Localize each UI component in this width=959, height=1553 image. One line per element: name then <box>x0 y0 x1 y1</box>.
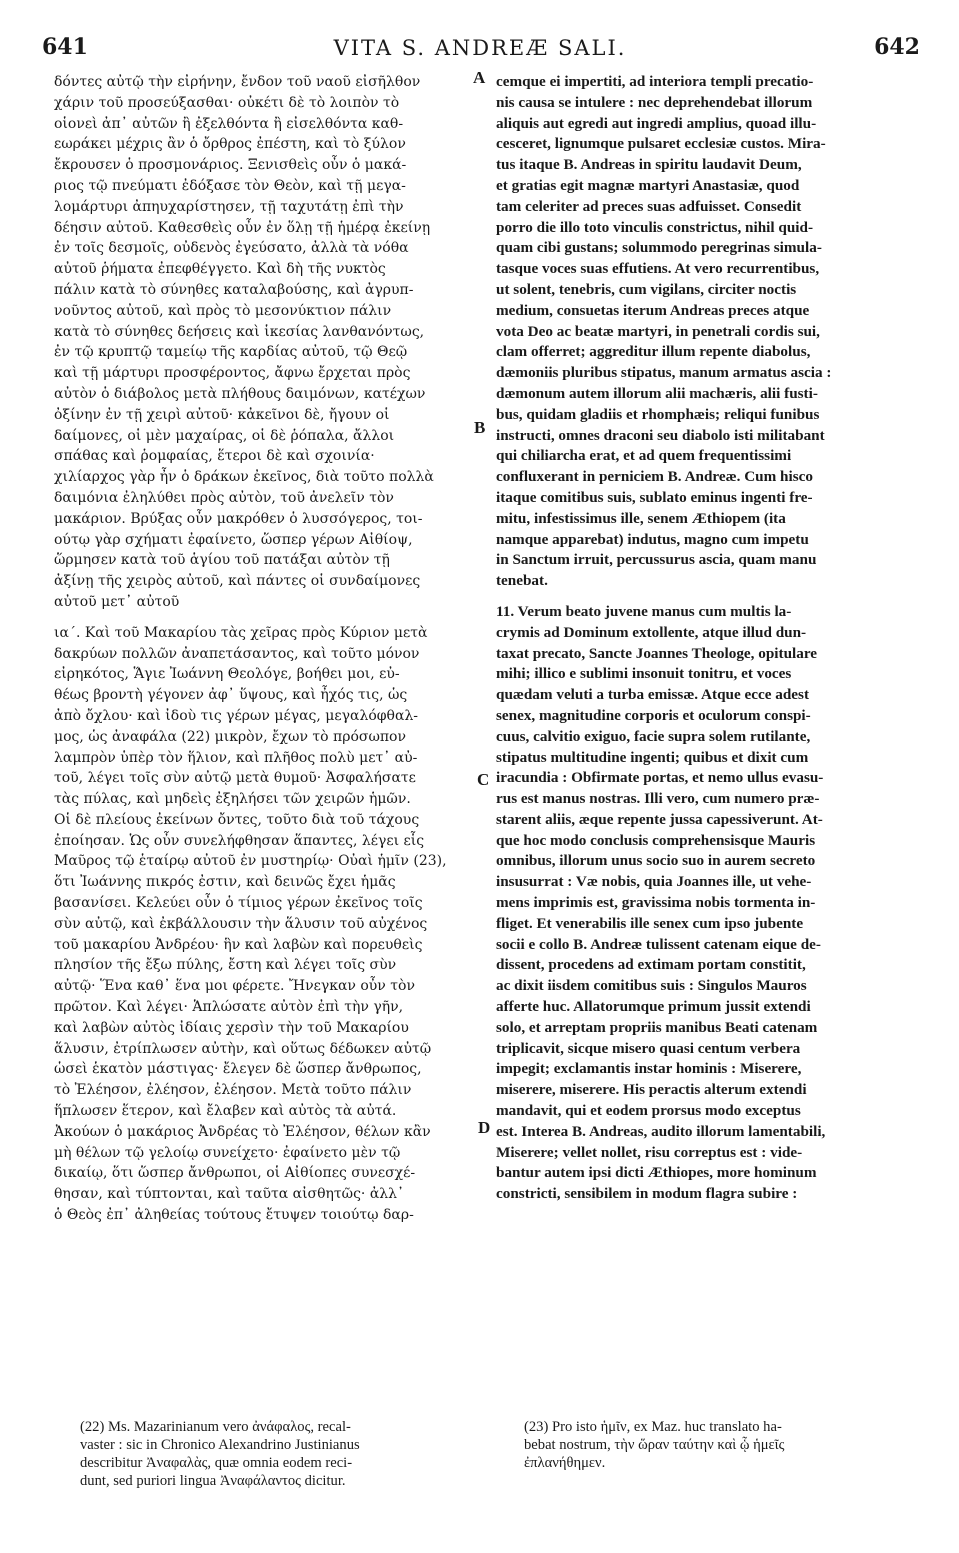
greek-text-line: πάλιν κατὰ τὸ σύνηθες καταλαβούσης, καὶ ἀγρυπ- <box>54 281 414 298</box>
greek-text-line: αὐτοῦ ῥήματα ἐπεφθέγγετο. Καὶ δὴ τῆς νυκτὸς <box>54 261 386 278</box>
latin-text-line: porro die illo toto vinculis constrictus, nihil quid- <box>496 218 814 236</box>
latin-text-line: et gratias egit magnæ martyri Anastasiæ, quod <box>496 176 800 194</box>
greek-text-line: Μαῦρος τῷ ἑταίρῳ αὐτοῦ ἐν μυστηρίῳ· Οὐαὶ ἡμῖν (23), <box>54 853 447 870</box>
greek-text-line: αὐτῷ· Ἕνα καθ᾽ ἕνα μοι φέρετε. Ἤνεγκαν οὖν τὸν <box>54 978 415 995</box>
greek-text-line: λομάρτυρι ἀπηυχαρίστησεν, τῇ ταχυτάτῃ ἐπὶ τὴν <box>54 198 404 215</box>
footnote-22 <box>80 1418 480 1490</box>
greek-text-column <box>54 72 484 1226</box>
greek-text-line: θησαν, καὶ τύπτονται, καὶ ταῦτα αἰσθητῶς· ἀλλ᾽ <box>54 1186 405 1203</box>
greek-text-line: σὺν αὐτῷ, καὶ ἐκβάλλουσιν τὴν ἅλυσιν τοῦ αὐχένος <box>54 915 428 932</box>
greek-text-line: λαμπρὸν ὑπὲρ τὸν ἥλιον, καὶ πλῆθος πολὺ μετ᾽ αὐ- <box>54 749 418 766</box>
latin-text-line: triplicavit, sicque misero quasi centum verbera <box>496 1039 801 1057</box>
greek-text-line: αὐτοῦ μετ᾽ αὐτοῦ <box>54 593 180 610</box>
latin-text-line: insusurrat : Væ nobis, quia Joannes ille, ut vehe- <box>496 873 812 891</box>
greek-text-line: εωράκει μέχρις ἂν ὁ ὄρθρος ἐπέστη, καὶ τὸ ξύλον <box>54 136 406 153</box>
margin-marker-c: C <box>477 770 490 789</box>
latin-text-line: est. Interea B. Andreas, audito illorum lamentabili, <box>496 1122 826 1140</box>
footnote-line: (23) Pro isto ἡμῖν, ex Maz. huc translato ha- <box>524 1419 782 1435</box>
latin-text-line: tam celeriter ad preces suas adfuisset. Consedit <box>496 197 802 215</box>
footnote-line: ἐπλανήθημεν. <box>524 1455 606 1471</box>
latin-text-line: vota Deo ac beatæ martyri, in penetrali cordis sui, <box>496 322 820 340</box>
latin-text-line: stipatus multitudine ingenti; quibus et dixit cum <box>496 748 809 766</box>
latin-text-line: que hoc modo conclusis comprehensisque Mauris <box>496 831 816 849</box>
greek-text-line: ὀξίνην ἐν τῇ χειρὶ αὐτοῦ· κἀκεῖνοι δὲ, ἤγουν οἱ <box>54 406 390 423</box>
latin-text-line: starent aliis, æque repente jussa capessiverunt. At- <box>496 810 823 828</box>
right-page-number: 642 <box>874 34 920 60</box>
greek-text-line: ἀπὸ ὄχλου· καὶ ἰδοὺ τις γέρων μέγας, μεγαλόφθαλ- <box>54 707 419 724</box>
greek-text-line: τοῦ μακαρίου Ἀνδρέου· ἣν καὶ λαβὼν καὶ πορευθεὶς <box>54 936 423 953</box>
greek-text-line: σπάθας καὶ ῥομφαίας, ἕτεροι δὲ καὶ σχοινία· <box>54 448 375 465</box>
greek-text-line: πλησίον τῆς ἔξω πύλης, ἔστη καὶ λέγει τοῖς σὺν <box>54 957 397 974</box>
latin-text-line: ut solent, tenebris, cum vigilans, circiter noctis <box>496 280 797 298</box>
latin-text-line: 11. Verum beato juvene manus cum multis la- <box>496 602 792 620</box>
latin-text-line: miserere, miserere. His peractis alterum extendi <box>496 1081 807 1099</box>
margin-marker-a: A <box>473 68 486 87</box>
running-title: VITA S. ANDREÆ SALI. <box>333 36 627 60</box>
latin-text-line: quam cibi gustans; solummodo peregrinas simula- <box>496 239 822 257</box>
latin-text-line: taxat precato, Sancte Joannes Theologe, opitulare <box>496 644 818 662</box>
greek-text-line: μακάριον. Βρύξας οὖν μακρόθεν ὁ λυσσόγερος, τοι- <box>54 510 423 527</box>
latin-text-line: cuus, calvitio exiguo, facie supra solem rutilante, <box>496 727 811 745</box>
greek-text-line: χιλίαρχος γὰρ ἦν ὁ δράκων ἐκεῖνος, διὰ τοῦτο πολλὰ <box>54 469 434 486</box>
latin-text-line: in Sanctum irruit, percussurus ascia, quam manu <box>496 551 817 569</box>
greek-text-line: βασανίσει. Κελεύει οὖν ὁ τίμιος γέρων ἐκεῖνος τοῖς <box>54 895 423 912</box>
latin-text-line: dæmoniis pluribus stipatus, manum armatus ascia : <box>496 364 832 382</box>
greek-text-line: δέησιν αὐτοῦ. Καθεσθεὶς οὖν ἐν ὅλῃ τῇ ἡμέρᾳ ἐκείνῃ <box>54 219 431 236</box>
greek-text-line: νοῦντος αὐτοῦ, καὶ πρὸς τὸ μεσονύκτιον πάλιν <box>54 302 392 319</box>
latin-text-line: crymis ad Dominum extollente, atque illud dun- <box>496 623 807 641</box>
left-page-number: 641 <box>42 34 88 60</box>
latin-text-line: mandavit, qui et eodem prorsus modo exceptus <box>496 1102 801 1120</box>
greek-text-line: κατὰ τὸ σύνηθες δεήσεις καὶ ἱκεσίας λανθανόντως, <box>54 323 425 340</box>
latin-text-line: tasque voces suas effutiens. At vero recurrentibus, <box>496 260 820 278</box>
latin-text-line: aliquis aut egredi aut ingredi amplius, quoad illu- <box>496 114 817 132</box>
latin-text-line: solo, et arreptam propriis manibus Beati catenam <box>496 1018 818 1036</box>
latin-text-line: rus est manus nostras. Illi vero, cum numero præ- <box>496 790 820 808</box>
greek-text-line: δακρύων πολλῶν ἀναπετάσαντος, καὶ τοῦτο μόνον <box>54 645 420 662</box>
latin-text-line: mihi; illico e sublimi insonuit tonitru, et voces <box>496 665 792 683</box>
greek-text-line: δόντες αὐτῷ τὴν εἰρήνην, ἔνδον τοῦ ναοῦ εἰσῆλθον <box>54 74 421 90</box>
greek-text-line: καὶ τῇ μάρτυρι προσφέροντος, ἄφνω ἔρχεται πρὸς <box>54 365 411 382</box>
latin-text-line: cemque ei impertiti, ad interiora templi precatio- <box>496 73 814 90</box>
greek-text-line: ἐποίησαν. Ὡς οὖν συνελήφθησαν ἅπαντες, λέγει εἷς <box>54 832 425 849</box>
greek-text-line: ἅλυσιν, ἐτρίπλωσεν αὐτὴν, καὶ οὕτως δέδωκεν αὐτῷ <box>54 1040 432 1057</box>
latin-text-line: nis causa se intulere : nec deprehendebat illorum <box>496 93 813 111</box>
greek-text-line: ὥρμησεν κατὰ τοῦ ἁγίου τοῦ πατάξαι αὐτὸν τῇ <box>54 552 390 569</box>
footnote-line: dunt, sed puriori lingua Ἀναφάλαντος dicitur. <box>80 1473 346 1489</box>
latin-text-line: dæmonum autem illorum alii machæris, alii fusti- <box>496 384 818 402</box>
greek-text-line: δαίμονες, οἱ μὲν μαχαίρας, οἱ δὲ ῥόπαλα, ἄλλοι <box>54 427 395 444</box>
greek-text-line: μὴ θέλων τῷ γελοίῳ συνείχετο· ἐφαίνετο μὲν τῷ <box>54 1144 401 1161</box>
greek-text-line: ἀξίνῃ τῆς χειρὸς αὐτοῦ, καὶ πάντες οἱ συνδαίμονες <box>54 573 421 590</box>
latin-text-line: instructi, omnes draconi seu diabolo isti militabant <box>496 426 825 444</box>
latin-text-line: qui chiliarcha erat, et ad quem frequentissimi <box>496 447 792 465</box>
greek-text-line: ριος τῷ πνεύματι ἐδόξασε τὸν Θεὸν, καὶ τῇ μεγα- <box>54 177 406 194</box>
footnote-line: vaster : sic in Chronico Alexandrino Justinianus <box>80 1437 360 1453</box>
latin-text-line: Miserere; vellet nollet, risu correptus est : vide- <box>496 1143 803 1161</box>
greek-text-line: αὐτὸν ὁ διάβολος μετὰ πλήθους δαιμόνων, κατέχων <box>54 385 426 402</box>
latin-text-line: cesceret, lignumque pulsaret ecclesiæ custos. Mira- <box>496 135 826 153</box>
latin-text-line: bantur autem ipsi dicti Æthiopes, more hominum <box>496 1164 817 1182</box>
greek-text-line: θέως βροντὴ γέγονεν ἀφ᾽ ὕψους, καὶ ἦχός τις, ὡς <box>54 687 408 704</box>
greek-text-line: τοῦ, λέγει τοῖς σὺν αὐτῷ μετὰ θυμοῦ· Ἀσφαλήσατε <box>54 770 416 787</box>
greek-text-line: ὅτι Ἰωάννης πικρός ἐστιν, καὶ δεινῶς ἔχει ἡμᾶς <box>54 874 396 891</box>
latin-text-line: afferte huc. Allatorumque primum jussit extendi <box>496 998 811 1016</box>
greek-text-line: ια΄. Καὶ τοῦ Μακαρίου τὰς χεῖρας πρὸς Κύριον μετὰ <box>54 624 428 641</box>
latin-text-line: constricti, sensibilem in modum flagra subire : <box>496 1185 798 1203</box>
greek-text-line: μος, ὡς ἀναφάλα (22) μικρὸν, ἔχων τὸ πρόσωπον <box>54 728 406 745</box>
greek-text-line: εἰρηκότος, Ἅγιε Ἰωάννη Θεολόγε, βοήθει μοι, εὐ- <box>54 666 400 683</box>
latin-text-line: senex, magnitudine corporis et oculorum conspi- <box>496 706 811 724</box>
greek-text-line: ούτῳ γὰρ σχήματι ἐφαίνετο, ὥσπερ γέρων Αἰθίοψ, <box>54 531 413 548</box>
greek-text-line: τὸ Ἐλέησον, ἐλέησον, ἐλέησον. Μετὰ τοῦτο πάλιν <box>54 1082 412 1099</box>
latin-text-line: socii e collo B. Andreæ tulissent catenam eique de- <box>496 935 821 953</box>
latin-text-line: confluxerant in perniciem B. Andreæ. Cum hisco <box>496 468 813 486</box>
latin-text-line: mens imprimis est, gravissima nobis tormenta in- <box>496 894 816 912</box>
greek-text-line: πρῶτον. Καὶ λέγει· Ἁπλώσατε αὐτὸν ἐπὶ τὴν γῆν, <box>54 999 404 1016</box>
footnote-line: bebat nostrum, τὴν ὥραν ταύτην καὶ ᾧ ἡμεῖς <box>524 1437 785 1453</box>
latin-text-line: fliget. Et venerabilis ille senex cum ipso jubente <box>496 914 804 932</box>
footnote-line: describitur Ἀναφαλὰς, quæ omnia eodem reci- <box>80 1455 353 1471</box>
footnote-line: (22) Ms. Mazarinianum vero ἀνάφαλος, recal- <box>80 1419 351 1435</box>
latin-text-line: ac dixit iisdem comitibus suis : Singulos Mauros <box>496 977 807 995</box>
greek-text-line: δαιμόνια ἐληλύθει πρὸς αὐτὸν, τοῦ ἀνελεῖν τὸν <box>54 489 394 506</box>
greek-text-line: ἔκρουσεν ὁ προσμονάριος. Ξενισθεὶς οὖν ὁ μακά- <box>54 157 407 174</box>
latin-text-line: mitu, infestissimus ille, senem Æthiopem (ita <box>496 509 786 527</box>
latin-text-line: impegit; exclamantis instar hominis : Miserere, <box>496 1060 802 1078</box>
greek-text-line: ὡσεὶ ἑκατὸν μάστιγας· ἔλεγεν δὲ ὥσπερ ἄνθρωπος, <box>54 1061 422 1078</box>
latin-text-line: clam offerret; aggreditur illum repente diabolus, <box>496 343 811 361</box>
margin-marker-d: D <box>478 1118 491 1137</box>
greek-text-line: ἥπλωσεν ἕτερον, καὶ ἔλαβεν καὶ αὐτὸς τὰ αὐτά. <box>54 1103 397 1120</box>
latin-text-line: tus itaque B. Andreas in spiritu laudavit Deum, <box>496 156 802 174</box>
greek-text-line: Οἱ δὲ πλείους ἐκείνων ὄντες, τοῦτο διὰ τοῦ τάχους <box>54 811 420 828</box>
greek-text-line: καὶ λαβὼν αὐτὸς ἰδίαις χερσὶν τὴν τοῦ Μακαρίου <box>54 1019 409 1036</box>
margin-marker-b: B <box>474 418 486 437</box>
greek-text-line: ἐν τοῖς δεσμοῖς, οὐδενὸς ἐγεύσατο, ἀλλὰ τὰ νόθα <box>54 240 409 257</box>
page-header <box>40 34 920 64</box>
latin-text-line: medium, consuetas iterum Andreas preces atque <box>496 301 810 319</box>
greek-text-line: χάριν τοῦ προσεύξασθαι· οὐκέτι δὲ τὸ λοιπὸν τὸ <box>54 94 400 111</box>
greek-text-line: δικαίῳ, ὅτι ὥσπερ ἄνθρωποι, οἱ Αἰθίοπες συνεσχέ- <box>54 1165 416 1182</box>
latin-text-line: dissent, procedens ad extimam portam constitit, <box>496 956 806 974</box>
latin-text-line: iracundia : Obfirmate portas, et nemo ullus evasu- <box>496 769 824 787</box>
latin-text-column <box>496 72 908 1205</box>
latin-text-line: bus, quidam gladiis et rhomphæis; reliqui funibus <box>496 405 820 423</box>
greek-text-line: οἱονεὶ ἀπ᾽ αὐτῶν ἢ ἐξελθόντα ἢ εἰσελθόντα καθ- <box>54 115 404 132</box>
greek-text-line: Ἀκούων ὁ μακάριος Ἀνδρέας τὸ Ἐλέησον, θέλων κἂν <box>54 1123 431 1140</box>
greek-text-line: τὰς πύλας, καὶ μηδεὶς ἐξηλήσει τῶν χειρῶν ἡμῶν. <box>54 791 411 808</box>
latin-text-line: quædam veluti a turba emissæ. Atque ecce adest <box>496 686 810 704</box>
latin-text-line: itaque comitibus suis, sublato eminus ingenti fre- <box>496 488 813 506</box>
latin-text-line: tenebat. <box>496 572 548 590</box>
latin-text-line: namque apparebat) indutus, magno cum impetu <box>496 530 809 548</box>
greek-text-line: ἐν τῷ κρυπτῷ ταμείῳ τῆς καρδίας αὐτοῦ, τῷ Θεῷ <box>54 344 408 361</box>
greek-text-line: ὁ Θεὸς ἐπ᾽ ἀληθείας τούτους ἔτυψεν τοιούτῳ δαρ- <box>54 1207 414 1224</box>
footnote-23 <box>524 1418 904 1472</box>
latin-text-line: omnibus, illorum unus socio suo in aurem secreto <box>496 852 816 870</box>
